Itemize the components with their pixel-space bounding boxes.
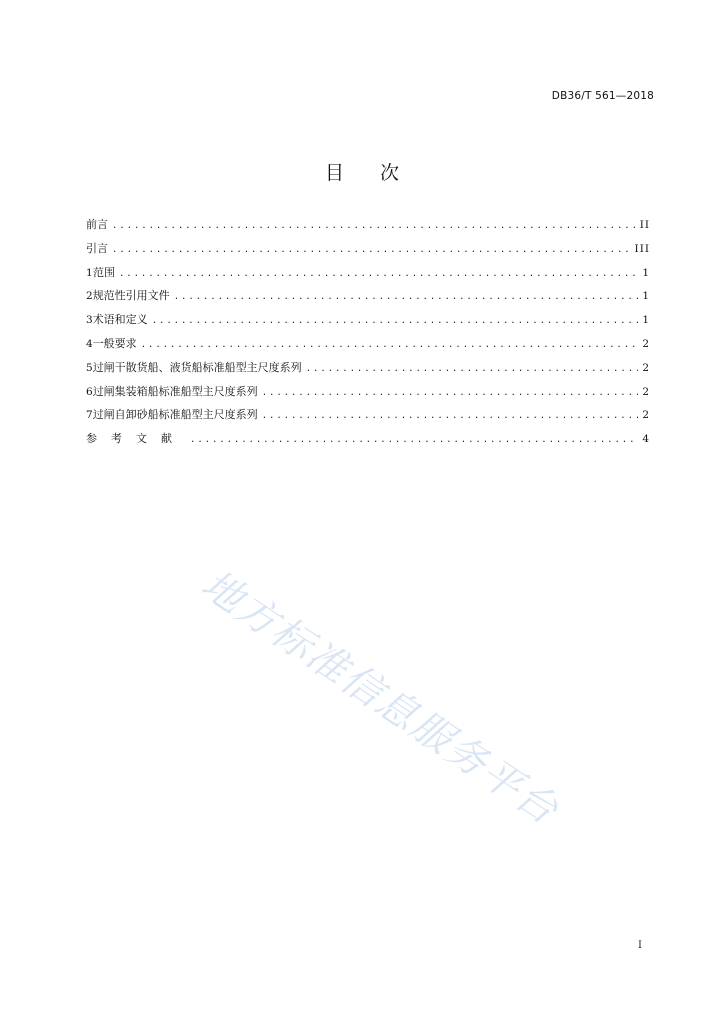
toc-entry-label: 范围 <box>92 265 115 279</box>
toc-entry-page: 2 <box>642 361 650 374</box>
toc-entry-number: 6 <box>86 385 93 398</box>
toc-entry-label: 参考文献 <box>86 432 186 446</box>
toc-entry-page: 2 <box>642 385 650 398</box>
toc-entry-container-ships[interactable] <box>86 385 650 409</box>
toc-entry-page: 1 <box>642 290 650 303</box>
toc-dot-leader <box>190 433 638 447</box>
toc-entry-terms-definitions[interactable] <box>86 313 650 337</box>
toc-entry-number: 5 <box>86 361 93 374</box>
toc-entry-scope[interactable] <box>86 266 650 290</box>
toc-entry-introduction[interactable] <box>86 242 650 266</box>
toc-entry-label: 引言 <box>86 241 108 255</box>
toc-entry-bibliography[interactable] <box>86 432 650 456</box>
toc-entry-page: 2 <box>642 409 650 422</box>
toc-entry-general-requirements[interactable] <box>86 337 650 361</box>
toc-title <box>0 158 724 185</box>
toc-entry-label: 过闸干散货船、液货船标准船型主尺度系列 <box>92 360 302 374</box>
toc-entry-number: 4 <box>86 337 93 350</box>
toc-entry-label: 规范性引用文件 <box>92 289 170 303</box>
toc-entry-number: 2 <box>86 290 93 303</box>
toc-entry-label: 过闸自卸砂船标准船型主尺度系列 <box>92 408 258 422</box>
toc-entry-page: II <box>639 219 650 231</box>
toc-entry-number: 1 <box>86 266 93 279</box>
toc-dot-leader <box>112 243 631 257</box>
toc-title-char-1: 目 <box>324 162 344 184</box>
toc-entry-number: 3 <box>86 314 93 327</box>
table-of-contents <box>86 218 650 456</box>
toc-dot-leader <box>262 386 639 400</box>
toc-title-char-2: 次 <box>380 162 400 184</box>
toc-dot-leader <box>152 314 639 328</box>
toc-entry-normative-references[interactable] <box>86 289 650 313</box>
toc-entry-label: 一般要求 <box>92 336 137 350</box>
toc-entry-label: 过闸集装箱船标准船型主尺度系列 <box>92 384 258 398</box>
toc-entry-label: 术语和定义 <box>92 313 148 327</box>
toc-entry-number: 7 <box>86 409 93 422</box>
toc-entry-self-unloading-sand-ships[interactable] <box>86 408 650 432</box>
toc-entry-page: III <box>634 242 650 255</box>
toc-dot-leader <box>141 338 639 352</box>
toc-dot-leader <box>119 267 638 281</box>
toc-entry-page: 1 <box>642 266 650 279</box>
toc-entry-foreword[interactable] <box>86 218 650 242</box>
toc-dot-leader <box>174 290 639 304</box>
toc-dot-leader <box>262 409 639 423</box>
toc-entry-page: 1 <box>642 314 650 327</box>
toc-dot-leader <box>306 362 639 376</box>
toc-entry-label: 前言 <box>86 218 108 231</box>
toc-dot-leader <box>112 219 636 233</box>
page-number: I <box>638 940 642 951</box>
toc-entry-page: 4 <box>642 433 650 446</box>
watermark-text: 地方标准信息服务平台 <box>193 561 568 835</box>
toc-entry-bulk-liquid-cargo-ships[interactable] <box>86 361 650 385</box>
toc-entry-page: 2 <box>642 337 650 350</box>
document-code: DB36/T 561—2018 <box>551 90 654 102</box>
